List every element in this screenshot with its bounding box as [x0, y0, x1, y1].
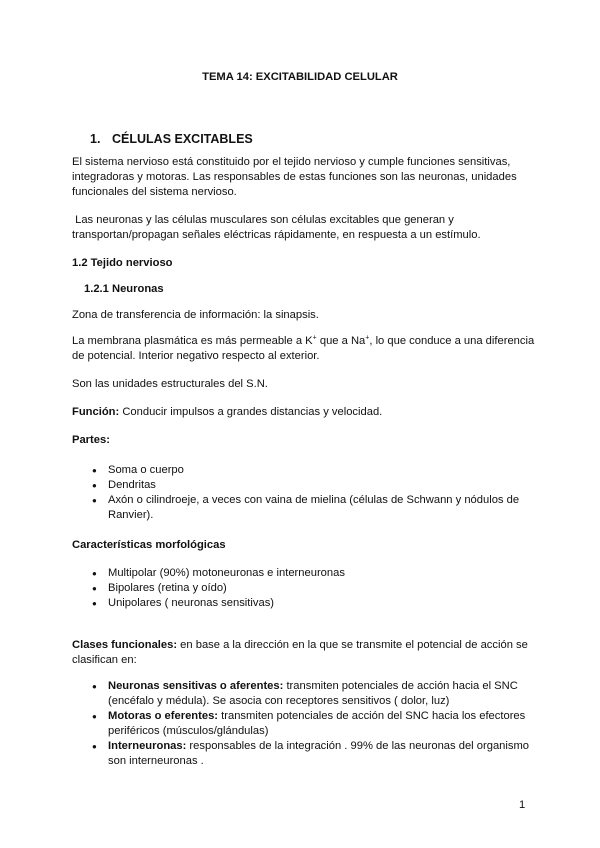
- section-number: 1.: [90, 132, 101, 146]
- page-number: 1: [519, 799, 526, 811]
- list-item: ● Soma o cuerpo: [92, 463, 532, 478]
- paragraph-membrana: La membrana plasmática es más permeable a K+ que a Na+, lo que conduce a una diferencia de potencial. Interior negativo respecto al exterior.: [72, 334, 535, 362]
- paragraph-intro: El sistema nervioso está constituido por el tejido nervioso y cumple funciones sensitivas, integradoras y motoras. Las responsables de estas funciones son las neuronas, unidades funcionales del sistema nervioso.: [72, 156, 517, 198]
- list-item: ● Multipolar (90%) motoneuronas e interneuronas: [92, 566, 532, 581]
- list-partes: [92, 463, 532, 523]
- paragraph-sinapsis: Zona de transferencia de información: la sinapsis.: [72, 309, 319, 321]
- list-clases: [92, 679, 532, 769]
- paragraph-excitable-cells: Las neuronas y las células musculares son células excitables que generan y transportan/propagan señales eléctricas rápidamente, en respuesta a un estímulo.: [72, 214, 481, 241]
- list-item-motoras: ● Motoras o eferentes: transmiten potenciales de acción del SNC hacia los efectores periféricos (músculos/glándulas): [92, 709, 532, 739]
- list-morfologicas: [92, 566, 532, 611]
- list-item: ● Bipolares (retina y oído): [92, 581, 532, 596]
- list-item: ● Unipolares ( neuronas sensitivas): [92, 596, 532, 611]
- label-morfologicas: Características morfológicas: [72, 539, 226, 551]
- paragraph-funcion: Función: Conducir impulsos a grandes distancias y velocidad.: [72, 406, 383, 418]
- section-heading: [90, 132, 253, 147]
- document-title: TEMA 14: EXCITABILIDAD CELULAR: [202, 71, 398, 83]
- subheading-tejido-nervioso: 1.2 Tejido nervioso: [72, 257, 173, 269]
- paragraph-unidades: Son las unidades estructurales del S.N.: [72, 378, 268, 390]
- subheading-neuronas: 1.2.1 Neuronas: [84, 283, 164, 295]
- paragraph-clases: Clases funcionales: en base a la dirección en la que se transmite el potencial de acción se clasifican en:: [72, 639, 528, 666]
- list-item: ● Axón o cilindroeje, a veces con vaina de mielina (células de Schwann y nódulos de Ranvier).: [92, 493, 532, 523]
- list-item-sensitivas: ● Neuronas sensitivas o aferentes: transmiten potenciales de acción hacia el SNC (encéfalo y médula). Se asocia con receptores sensitivos ( dolor, luz): [92, 679, 532, 709]
- list-item-interneuronas: ● Interneuronas: responsables de la integración . 99% de las neuronas del organismo son interneuronas .: [92, 739, 532, 769]
- list-item: ● Dendritas: [92, 478, 532, 493]
- label-partes: Partes:: [72, 434, 110, 446]
- section-title: CÉLULAS EXCITABLES: [112, 132, 253, 146]
